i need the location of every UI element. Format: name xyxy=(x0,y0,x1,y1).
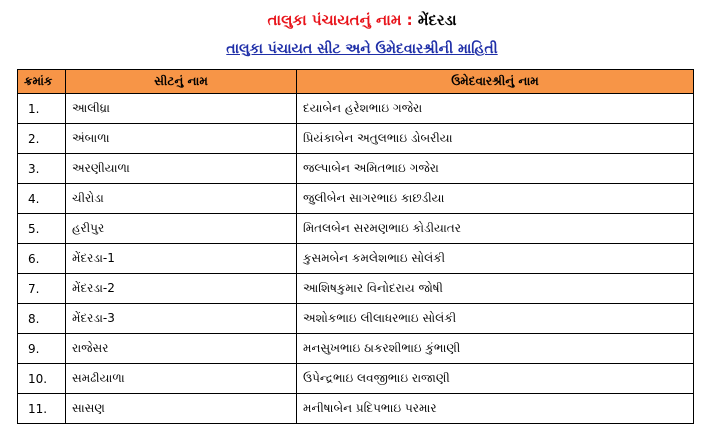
taluka-panchayat-name-value: મેંદરડા xyxy=(417,11,457,29)
candidate-name-cell: કુસમબેન કમલેશભાઇ સોલંકી xyxy=(297,244,694,274)
column-header-candidate-name: ઉમેદવારશ્રીનું નામ xyxy=(297,70,694,94)
table-row xyxy=(18,244,694,274)
seat-name-cell: આલીધ્રા xyxy=(66,94,297,124)
serial-cell: 5. xyxy=(18,214,66,244)
candidate-name-cell: જલ્પાબેન અમિતભાઇ ગજેરા xyxy=(297,154,694,184)
candidate-name-cell: દયાબેન હરેશભાઇ ગજેરા xyxy=(297,94,694,124)
seat-candidate-table xyxy=(17,69,694,424)
seat-name-cell: અરણીયાળા xyxy=(66,154,297,184)
table-header-row xyxy=(18,70,694,94)
candidate-name-cell: મનસુખભાઇ ઠાકરશીભાઇ કુંભાણી xyxy=(297,334,694,364)
table-row xyxy=(18,94,694,124)
table-row xyxy=(18,334,694,364)
serial-cell: 8. xyxy=(18,304,66,334)
candidate-name-cell: આશિષકુમાર વિનોદરાય જોષી xyxy=(297,274,694,304)
candidate-name-cell: જુલીબેન સાગરભાઇ કાછડીયા xyxy=(297,184,694,214)
table-row xyxy=(18,274,694,304)
page-title xyxy=(0,10,724,30)
taluka-panchayat-name-label: તાલુકા પંચાયતનું નામ xyxy=(267,11,402,29)
seat-name-cell: ચીરોડા xyxy=(66,184,297,214)
seat-name-cell: અંબાળા xyxy=(66,124,297,154)
serial-cell: 2. xyxy=(18,124,66,154)
candidate-name-cell: મનીષાબેન પ્રદિપભાઇ પરમાર xyxy=(297,394,694,424)
candidate-name-cell: મિતલબેન સરમણભાઇ કોડીયાતર xyxy=(297,214,694,244)
table-row xyxy=(18,364,694,394)
table-row xyxy=(18,154,694,184)
table-row xyxy=(18,184,694,214)
page-subtitle: તાલુકા પંચાયત સીટ અને ઉમેદવારશ્રીની માહિતી xyxy=(226,41,498,57)
table-row xyxy=(18,304,694,334)
title-separator: : xyxy=(401,11,418,29)
serial-cell: 7. xyxy=(18,274,66,304)
column-header-seat-name: સીટનું નામ xyxy=(66,70,297,94)
column-header-serial: ક્રમાંક xyxy=(18,70,66,94)
candidate-name-cell: અશોકભાઇ લીલાધરભાઇ સોલંકી xyxy=(297,304,694,334)
serial-cell: 4. xyxy=(18,184,66,214)
seat-name-cell: રાજેસર xyxy=(66,334,297,364)
candidate-name-cell: પ્રિયંકાબેન અતુલભાઇ ડોબરીયા xyxy=(297,124,694,154)
seat-name-cell: મેંદરડા-1 xyxy=(66,244,297,274)
seat-name-cell: હરીપુર xyxy=(66,214,297,244)
seat-name-cell: મેંદરડા-2 xyxy=(66,274,297,304)
serial-cell: 11. xyxy=(18,394,66,424)
table-row xyxy=(18,214,694,244)
serial-cell: 3. xyxy=(18,154,66,184)
candidate-name-cell: ઉપેન્દ્રભાઇ લવજીભાઇ રાજાણી xyxy=(297,364,694,394)
table-row xyxy=(18,124,694,154)
seat-name-cell: સાસણ xyxy=(66,394,297,424)
serial-cell: 1. xyxy=(18,94,66,124)
seat-name-cell: મેંદરડા-3 xyxy=(66,304,297,334)
serial-cell: 10. xyxy=(18,364,66,394)
serial-cell: 9. xyxy=(18,334,66,364)
serial-cell: 6. xyxy=(18,244,66,274)
seat-name-cell: સમઢીયાળા xyxy=(66,364,297,394)
table-row xyxy=(18,394,694,424)
